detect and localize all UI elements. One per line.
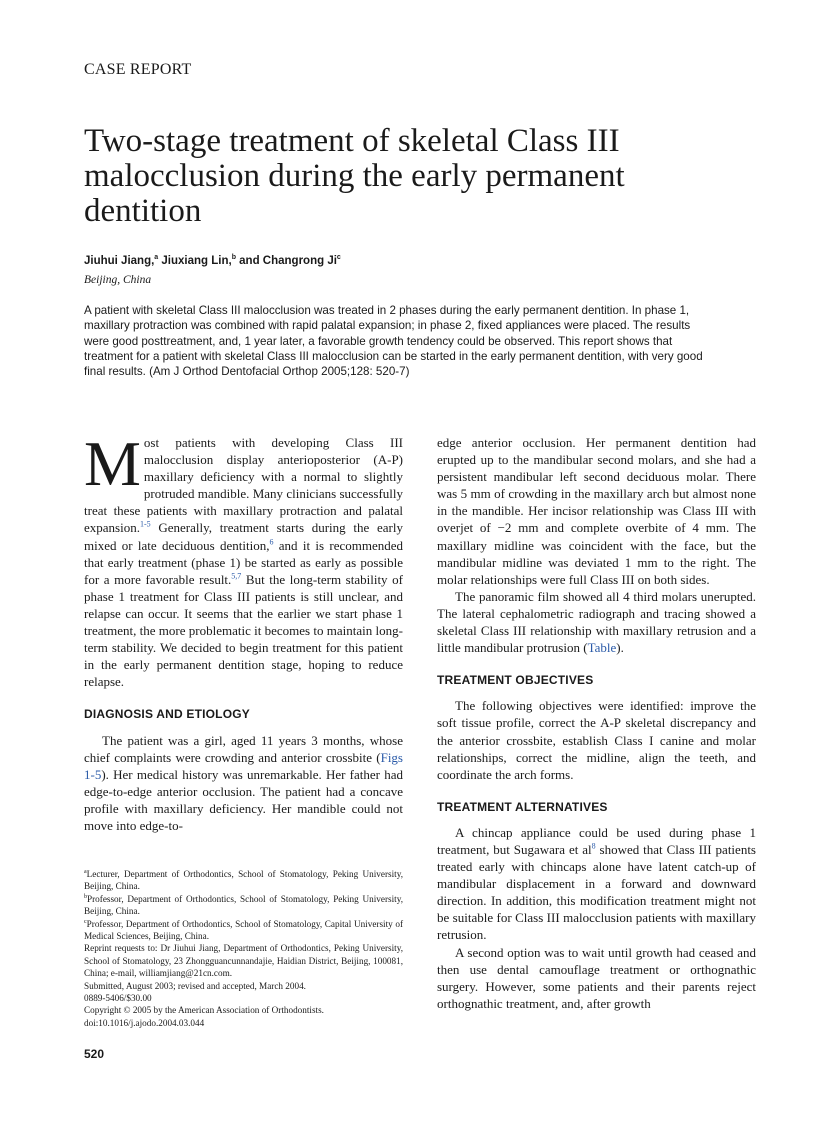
footnote-text: Lecturer, Department of Orthodontics, School of Stomatology, Peking University, Beijing, China. — [84, 869, 403, 892]
diagnosis-paragraph — [84, 732, 403, 835]
author-affiliation-mark: a — [154, 254, 159, 262]
section-heading-alternatives: TREATMENT ALTERNATIVES — [437, 799, 608, 814]
reference-link[interactable]: 6 — [269, 537, 274, 547]
section-label: CASE REPORT — [84, 61, 192, 78]
text-run: ). — [616, 640, 624, 656]
text-run: showed that Class III patients treated early with chincaps alone have latent catch-up of mandibular displacement in a forward and downward direction. In addition, this modification treatment might not be suitable for Class III malocclusion patients with maxillary retrusion. — [437, 841, 756, 943]
section-heading-objectives: TREATMENT OBJECTIVES — [437, 673, 594, 688]
alternatives-paragraph-2: A second option was to wait until growth had ceased and then use dental camouflage treatment or orthognathic surgery. However, some patients and their parents reject orthognathic treatment, and, after growth — [437, 944, 756, 1011]
text-run: But the long-term stability of phase 1 treatment for Class III patients is still unclear, and relapse can occur. It seems that the earlier we start phase 1 treatment, the more problematic it becomes to maintain long-term stability. We decided to begin treatment for this patient in the early permanent dentition stage, hoping to reduce relapse. — [84, 571, 403, 690]
footnote — [84, 918, 403, 943]
submission-dates: Submitted, August 2003; revised and accepted, March 2004. — [84, 980, 306, 991]
text-run: ost patients with developing Class III malocclusion display anterioposterior (A-P) maxillary deficiency with a normal to slightly protruded mandible. Many clinicians successfully treat these patients with maxillary protraction and palatal expansion. — [84, 435, 403, 536]
drop-cap: M — [84, 428, 141, 499]
page-number: 520 — [84, 1047, 105, 1061]
author-list — [84, 255, 341, 267]
alternatives-paragraph-1 — [437, 824, 756, 944]
author-location: Beijing, China — [84, 274, 152, 286]
author-affiliation-mark: b — [231, 254, 236, 262]
radiograph-paragraph — [437, 588, 756, 656]
copyright: Copyright © 2005 by the American Association of Orthodontists. — [84, 1005, 324, 1016]
footnotes — [84, 868, 403, 1029]
reference-link[interactable]: 8 — [591, 841, 596, 851]
author-name: Jiuhui Jiang, — [84, 255, 155, 267]
footnote-mark: c — [84, 918, 87, 925]
author-name: Jiuxiang Lin, — [158, 255, 232, 267]
text-run: and it is recommended that early treatment (phase 1) be started as early as possible for a more favorable result. — [84, 537, 403, 587]
right-column — [437, 434, 756, 1012]
objectives-paragraph: The following objectives were identified: improve the soft tissue profile, correct the A-P skeletal discrepancy and the anterior crossbite, establish Class I canine and molar relationships, correct the midline, align the teeth, and coordinate the arch forms. — [437, 698, 756, 782]
intro-paragraph — [84, 428, 403, 690]
section-heading-diagnosis: DIAGNOSIS AND ETIOLOGY — [84, 707, 250, 722]
footnote — [84, 868, 403, 893]
footnote-mark: a — [84, 868, 87, 875]
text-run: A chincap appliance could be used during phase 1 treatment, but Sugawara et al — [437, 824, 756, 857]
text-run: ). Her medical history was unremarkable. Her father had edge-to-edge anterior occlusion. The patient had a concave profile with maxillary deficiency. Her mandible could not move into edge-to- — [84, 766, 403, 833]
reference-link[interactable]: 5,7 — [231, 571, 242, 581]
footnote-text: Professor, Department of Orthodontics, School of Stomatology, Capital University of Medical Sciences, Beijing, China. — [84, 918, 403, 942]
article-title: Two-stage treatment of skeletal Class III malocclusion during the early permanent dentition — [84, 123, 625, 229]
footnote-text: Professor, Department of Orthodontics, School of Stomatology, Peking University, Beijing, China. — [84, 893, 403, 917]
text-run: Generally, treatment starts during the early mixed or late deciduous dentition, — [84, 520, 403, 553]
author-name: and Changrong Ji — [235, 255, 337, 267]
abstract: A patient with skeletal Class III malocclusion was treated in 2 phases during the early permanent dentition. In phase 1, maxillary protraction was combined with rapid palatal expansion; in phase 2, fixed appliances were placed. The results were good posttreatment, and, 1 year later, a favorable growth tendency could be observed. This report shows that treatment for a patient with skeletal Class III malocclusion can be started in the early permanent dentition, with very good final results. (Am J Orthod Dentofacial Orthop 2005;128: 520-7) — [84, 304, 703, 379]
text-run: The patient was a girl, aged 11 years 3 months, whose chief complaints were crowding and anterior crossbite ( — [84, 732, 403, 765]
table-link[interactable]: Table — [587, 640, 617, 656]
footnote — [84, 893, 403, 918]
issn: 0889-5406/$30.00 — [84, 993, 152, 1004]
reference-link[interactable]: 1-5 — [139, 520, 151, 530]
author-affiliation-mark: c — [336, 254, 341, 262]
figure-link[interactable]: Figs 1-5 — [84, 749, 403, 782]
doi: doi:10.1016/j.ajodo.2004.03.044 — [84, 1017, 205, 1028]
text-run: The panoramic film showed all 4 third molars unerupted. The lateral cephalometric radiograph and tracing showed a skeletal Class III relationship with maxillary retrusion and a little mandibular protrusion ( — [437, 588, 756, 656]
left-column — [84, 428, 403, 834]
footnote-mark: b — [84, 893, 87, 900]
reprint-requests: Reprint requests to: Dr Jiuhui Jiang, Department of Orthodontics, Peking University, School of Stomatology, 23 Zhongguancunnandajie, Haidian District, Beijing, 100081, China; e-mail, williamjiang@21cn.com. — [84, 943, 403, 979]
diagnosis-continued-paragraph: edge anterior occlusion. Her permanent dentition had erupted up to the mandibular second molars, and she had a persistent mandibular left second deciduous molar. There was 5 mm of crowding in the maxillary arch but almost none in the mandible. Her incisor relationship was Class III with overjet of −2 mm and complete overbite of 4 mm. The maxillary midline was coincident with the face, but the mandibular midline was deviated 1 mm to the right. The molar relationships were full Class III on both sides. — [437, 435, 756, 587]
